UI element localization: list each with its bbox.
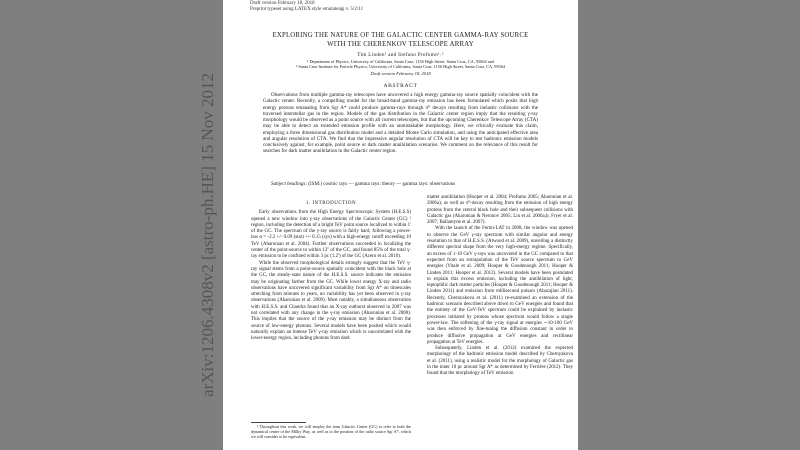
author-list: Tim Linden¹ and Stefano Profumo¹˒²: [357, 52, 444, 58]
preprint-typeset-line: Preprint typeset using LATEX style emulateapj v. 5/2/11: [250, 7, 364, 12]
abstract-heading: ABSTRACT: [383, 83, 418, 89]
affiliations: [231, 59, 570, 70]
draft-version-line: Draft version February 18, 2018: [250, 1, 315, 6]
arxiv-identifier-text: arXiv:1206.4308v2 [astro-ph.HE] 15 Nov 2012: [198, 73, 217, 397]
affiliation-2: ² Santa Cruz Institute for Particle Physics, University of California, Santa Cruz, 1156 High Street, Santa Cruz, CA, 95064: [295, 64, 505, 70]
body-paragraph: While the observed morphological details strongly suggest that the TeV γ-ray signal stems from a point-source spatially coincident with the black hole at the GC, the steady-state nature of the H.E.S.S. source indicates the emission may be originating farther from the GC. While lower energy X-ray and radio observations have uncovered significant variability from Sgr A* on timescales stretching from minutes to years, no variability has yet been observed in γ-ray observations (Aharonian et al. 2009). Most notably, a simultaneous observation with H.E.S.S. and Chandra found that an X-ray outburst observed in 2007 was not correlated with any change in the γ-ray emission (Aharonian et al. 2008). This implies that the source of the γ-ray emission may be distinct from the source of low-energy photons. Several models have been posited which would naturally explain an intense TeV γ-ray emission which is uncorrelated with the lower-energy region, including photons from dark: [251, 260, 411, 342]
subject-headings: [263, 181, 538, 187]
arxiv-identifier-stamp: [193, 40, 223, 430]
subject-headings-label: Subject headings:: [271, 181, 308, 187]
paper-title: [235, 32, 566, 49]
body-paragraph: matter annihilation (Hooper et al. 2004; Profumo 2005; Aharonian et al. 2006a), as well as π⁰-decay resulting from the emission of high energy protons from the central black hole and their subsequent collisions with Galactic gas (Aharonian & Neronov 2005; Liu et al. 2006a,b; Fryer et al. 2007; Ballantyne et al. 2007).: [427, 195, 573, 226]
footnote: [251, 424, 411, 439]
footnote-rule: [251, 422, 306, 423]
body-paragraph: With the launch of the Fermi-LAT in 2008, the window was opened to observe the GeV γ-ray spectrum with similar angular and energy resolution to that of H.E.S.S. (Atwood et al. 2009), unveiling a distinctly different spectral shape from the very high-energy regime. Specifically, an excess of 1-10 GeV γ-rays was uncovered in the GC compared to that expected from an extrapolation of the TeV source spectrum to GeV energies (Vitale et al. 2009; Hooper & Goodenough 2011; Hooper & Linden 2011; Hooper et al. 2012). Several models have been postulated to explain this excess emission, including the annihilation of light, leptophilic dark matter particles (Hooper & Goodenough 2011; Hooper & Linden 2011) and emission from millisecond pulsars (Abazajian 2011). Recently, Chernyakova et al. (2011) re-examined an extension of the hadronic scenario described above down to GeV energies and found that the entirety of the GeV-TeV spectrum could be explained by inelastic processes initiated by protons whose spectrum would follow a single power-law. The softening of the γ-ray signal at energies ∼10-100 GeV was then enforced by fine-tuning the diffusion constant in order to produce diffusive propagation at GeV energies and rectilinear propagation at TeV energies.: [427, 226, 573, 345]
draft-date: Draft version February 18, 2018: [370, 71, 431, 76]
affiliation-1: ¹ Department of Physics, University of California, Santa Cruz, 1156 High Street, Santa Cruz, CA, 95064 and: [307, 59, 494, 64]
abstract-body: Observations from multiple gamma-ray telescopes have uncovered a high energy gamma-ray source spatially coincident with the Galactic center. Recently, a compelling model for the broad-band gamma-ray emission has been formulated which posits that high energy protons emanating from Sgr A* could produce gamma-rays through π⁰ decays resulting from inelastic collisions with the traversed interstellar gas in the region. Models of the gas distribution in the Galactic center region imply that the resulting γ-ray morphology would be observed as a point source with all current telescopes, but that the upcoming Cherenkov Telescope Array (CTA) may be able to detect an extended emission profile with an unmistakable morphology. Here, we critically evaluate this claim, employing a three dimensional gas distribution model and a detailed Monte Carlo simulation, and using the anticipated effective area and angular resolution of CTA. We find that the impressive angular resolution of CTA will be key to test hadronic emission models conclusively against, for example, point source or dark matter annihilation scenarios. We comment on the relevance of this result for searches for dark matter annihilation in the Galactic center region.: [263, 92, 538, 155]
subject-headings-list: (ISM:) cosmic rays — gamma rays: theory — gamma rays: observations: [307, 181, 456, 187]
title-line-2: WITH THE CHERENKOV TELESCOPE ARRAY: [327, 40, 474, 48]
footnote-text: ¹ Throughout this work, we will employ the term Galactic Center (GC) to refer to both the dynamical center of the Milky Way, as well as to the position of the radio source Sgr A*, which we will consider to be equivalent.: [251, 424, 411, 439]
paper-page: [223, 0, 578, 450]
right-column: [427, 195, 573, 378]
body-paragraph: Subsequently, Linden et al. (2012) examined the expected morphology of the hadronic emission model described by Chernyakova et al. (2011), using a realistic model for the morphology of Galactic gas in the inner 10 pc around Sgr A* as determined by Ferrière (2012). They found that the morphology of TeV emission: [427, 346, 573, 377]
title-line-1: EXPLORING THE NATURE OF THE GALACTIC CENTER GAMMA-RAY SOURCE: [272, 32, 529, 39]
section-heading-introduction: 1. INTRODUCTION: [305, 201, 357, 206]
left-column: [251, 195, 411, 343]
running-header: [250, 1, 363, 13]
body-paragraph: Early observations from the High Energy Spectroscopic System (H.E.S.S) opened a new window into γ-ray observations of the Galactic Center (GC) ¹ region, including the detection of a bright TeV point source localized to within 1' of the GC. The spectrum of the γ-ray source is fairly hard, following a power-law α = -2.2 +/- 0.09 (stat) +/- 0.15 (sys) with a high-energy cutoff exceeding 10 TeV (Aharonian et al. 2004). Further observations succeeded in localizing the center of the point-source to within 13'' of the GC, and found 85% of the total γ-ray emission to be confined within 3 pc (1.2') of the GC (Acero et al. 2010).: [251, 210, 411, 260]
